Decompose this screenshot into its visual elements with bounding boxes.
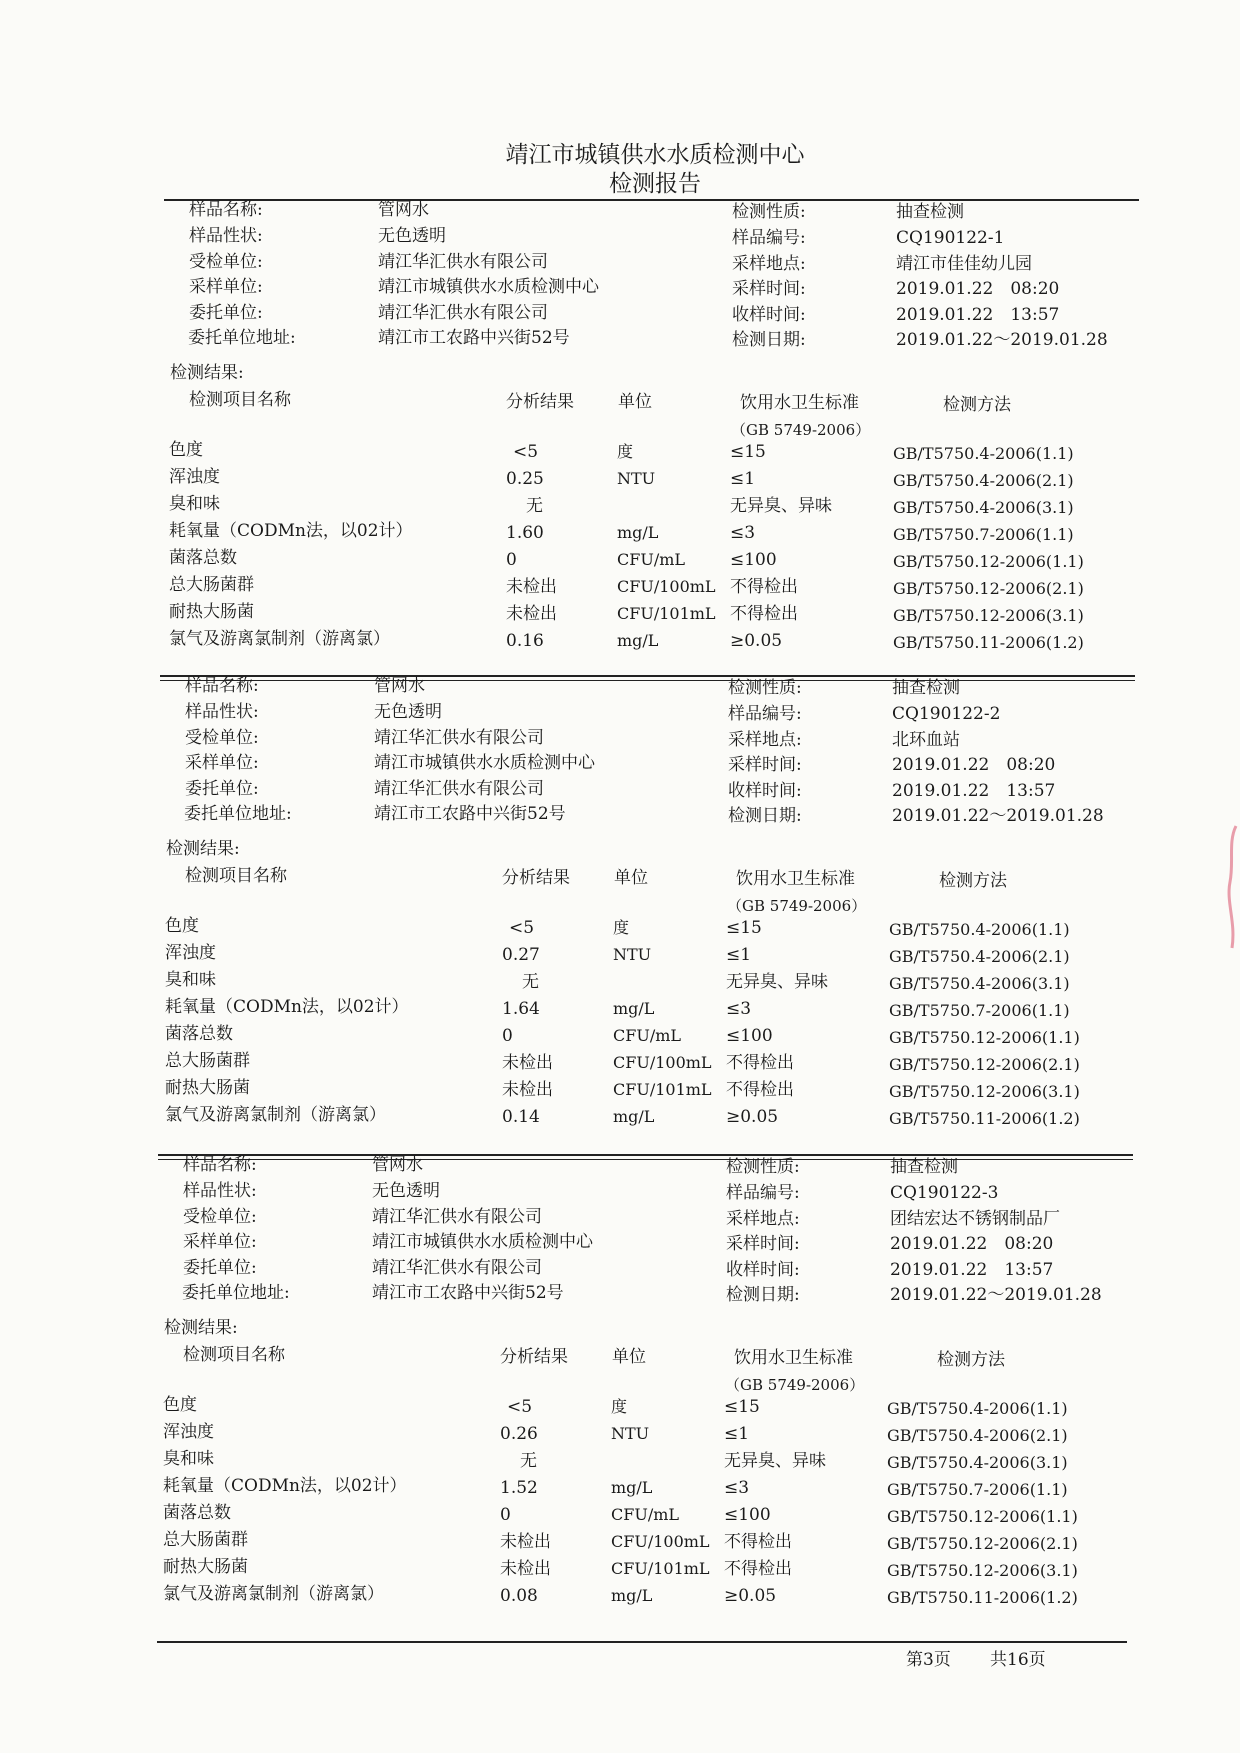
column-header-standard: 饮用水卫生标准 <box>740 393 859 413</box>
row-item: 总大肠菌群 <box>169 575 254 595</box>
info-value: 靖江市工农路中兴街52号 <box>378 328 570 348</box>
column-header-item: 检测项目名称 <box>189 390 291 410</box>
info-label: 采样地点: <box>726 1209 800 1229</box>
row-unit mono: CFU/mL <box>617 550 686 569</box>
row-unit mono: CFU/101mL <box>611 1559 710 1578</box>
info-value mono: 靖江市佳佳幼儿园 <box>896 254 1032 274</box>
row-item: 总大肠菌群 <box>165 1051 250 1071</box>
info-label: 委托单位: <box>183 1258 257 1278</box>
row-method mono: GB/T5750.12-2006(1.1) <box>889 1028 1080 1047</box>
info-label: 检测性质: <box>726 1157 800 1177</box>
info-value: 靖江华汇供水有限公司 <box>378 252 548 272</box>
column-header-item: 检测项目名称 <box>185 866 287 886</box>
info-value: 靖江市城镇供水水质检测中心 <box>374 753 595 773</box>
row-result mono: 0.16 <box>506 631 544 651</box>
info-value mono: CQ190122-3 <box>890 1183 999 1203</box>
row-item: 菌落总数 <box>163 1503 231 1523</box>
row-method mono: GB/T5750.7-2006(1.1) <box>889 1001 1070 1020</box>
info-label: 样品性状: <box>185 702 259 722</box>
row-method mono: GB/T5750.12-2006(2.1) <box>893 579 1084 598</box>
row-standard: ≤15 <box>730 442 766 462</box>
row-standard: ≥0.05 <box>726 1107 779 1127</box>
column-header-item: 检测项目名称 <box>183 1345 285 1365</box>
row-item: 色度 <box>169 440 203 460</box>
row-result mono: 未检出 <box>506 604 557 624</box>
row-method mono: GB/T5750.4-2006(2.1) <box>887 1426 1068 1445</box>
info-label: 采样时间: <box>726 1234 800 1254</box>
row-unit mono: CFU/100mL <box>617 577 716 596</box>
info-value mono: 2019.01.22～2019.01.28 <box>896 330 1108 350</box>
row-item: 臭和味 <box>165 970 216 990</box>
row-standard: 无异臭、异味 <box>730 496 832 516</box>
row-item: 臭和味 <box>163 1449 214 1469</box>
row-standard: ≤3 <box>726 999 752 1019</box>
stamp-mark <box>1222 822 1240 952</box>
row-result mono: 0 <box>500 1505 511 1525</box>
row-method mono: GB/T5750.4-2006(3.1) <box>887 1453 1068 1472</box>
info-value: 无色透明 <box>374 702 442 722</box>
info-label: 受检单位: <box>183 1207 257 1227</box>
row-standard: ≤3 <box>724 1478 750 1498</box>
row-standard: 不得检出 <box>726 1053 794 1073</box>
row-method mono: GB/T5750.12-2006(1.1) <box>893 552 1084 571</box>
column-header-result: 分析结果 <box>506 392 574 412</box>
column-header-standard-sub: （GB 5749-2006） <box>727 897 867 915</box>
row-method mono: GB/T5750.12-2006(2.1) <box>887 1534 1078 1553</box>
info-label: 委托单位地址: <box>188 328 296 348</box>
row-method mono: GB/T5750.11-2006(1.2) <box>887 1588 1078 1607</box>
row-result mono: 0.26 <box>500 1424 538 1444</box>
row-item: 浑浊度 <box>163 1422 214 1442</box>
row-method mono: GB/T5750.4-2006(3.1) <box>893 498 1074 517</box>
row-result mono: 0 <box>506 550 517 570</box>
results-heading: 检测结果: <box>164 1318 238 1338</box>
info-value mono: 2019.01.22 13:57 <box>892 781 1056 801</box>
row-standard: ≤1 <box>724 1424 750 1444</box>
row-standard: ≤1 <box>730 469 756 489</box>
row-standard: ≤15 <box>724 1397 760 1417</box>
row-unit mono: mg/L <box>613 999 655 1018</box>
row-result mono: 0.08 <box>500 1586 538 1606</box>
block-top-rule <box>160 675 1135 681</box>
info-value: 靖江华汇供水有限公司 <box>374 728 544 748</box>
row-standard: ≤15 <box>726 918 762 938</box>
info-value mono: 2019.01.22～2019.01.28 <box>890 1285 1102 1305</box>
info-label: 收样时间: <box>728 781 802 801</box>
row-unit mono: 度 <box>617 442 634 461</box>
row-method mono: GB/T5750.4-2006(3.1) <box>889 974 1070 993</box>
info-label: 收样时间: <box>726 1260 800 1280</box>
row-result mono: 未检出 <box>506 577 557 597</box>
row-method mono: GB/T5750.11-2006(1.2) <box>893 633 1084 652</box>
page-number: 第3页 <box>906 1650 951 1670</box>
info-value mono: 2019.01.22 08:20 <box>896 279 1060 299</box>
info-value mono: CQ190122-2 <box>892 704 1001 724</box>
info-label: 采样时间: <box>732 279 806 299</box>
info-value: 靖江市城镇供水水质检测中心 <box>378 277 599 297</box>
row-item: 氯气及游离氯制剂（游离氯） <box>169 629 390 649</box>
column-header-unit: 单位 <box>618 392 652 412</box>
row-unit mono: CFU/101mL <box>613 1080 712 1099</box>
info-label: 受检单位: <box>189 252 263 272</box>
row-standard: 不得检出 <box>724 1532 792 1552</box>
row-method mono: GB/T5750.12-2006(2.1) <box>889 1055 1080 1074</box>
info-label: 采样单位: <box>183 1232 257 1252</box>
info-value mono: CQ190122-1 <box>896 228 1005 248</box>
row-standard: ≤100 <box>730 550 777 570</box>
info-label: 收样时间: <box>732 305 806 325</box>
row-result mono: 无 <box>520 1451 537 1471</box>
row-standard: ≤3 <box>730 523 756 543</box>
row-result mono: 无 <box>526 496 543 516</box>
row-result mono: 1.60 <box>506 523 544 543</box>
row-unit mono: 度 <box>613 918 630 937</box>
results-heading: 检测结果: <box>170 363 244 383</box>
row-standard: 不得检出 <box>724 1559 792 1579</box>
info-label: 委托单位: <box>185 779 259 799</box>
column-header-result: 分析结果 <box>500 1347 568 1367</box>
row-method mono: GB/T5750.4-2006(1.1) <box>889 920 1070 939</box>
row-result mono: 0.27 <box>502 945 540 965</box>
row-method mono: GB/T5750.11-2006(1.2) <box>889 1109 1080 1128</box>
info-value mono: 抽查检测 <box>896 202 964 222</box>
page-total: 共16页 <box>990 1650 1046 1670</box>
row-unit mono: mg/L <box>617 523 659 542</box>
info-value mono: 抽查检测 <box>890 1157 958 1177</box>
row-unit mono: CFU/100mL <box>613 1053 712 1072</box>
row-method mono: GB/T5750.4-2006(1.1) <box>893 444 1074 463</box>
row-item: 耐热大肠菌 <box>163 1557 248 1577</box>
row-result mono: 1.64 <box>502 999 540 1019</box>
row-standard: 不得检出 <box>730 604 798 624</box>
row-result mono: 未检出 <box>500 1559 551 1579</box>
row-unit mono: mg/L <box>611 1586 653 1605</box>
row-item: 色度 <box>163 1395 197 1415</box>
info-label: 委托单位地址: <box>182 1283 290 1303</box>
column-header-unit: 单位 <box>612 1347 646 1367</box>
info-value: 管网水 <box>372 1155 423 1175</box>
info-value mono: 北环血站 <box>892 730 960 750</box>
info-value: 管网水 <box>378 200 429 220</box>
row-unit mono: NTU <box>617 469 656 488</box>
row-item: 臭和味 <box>169 494 220 514</box>
row-standard: ≤100 <box>724 1505 771 1525</box>
report-subtitle: 检测报告 <box>609 171 701 197</box>
info-value: 无色透明 <box>378 226 446 246</box>
row-standard: 不得检出 <box>726 1080 794 1100</box>
results-heading: 检测结果: <box>166 839 240 859</box>
row-method mono: GB/T5750.4-2006(2.1) <box>893 471 1074 490</box>
row-standard: 不得检出 <box>730 577 798 597</box>
column-header-standard: 饮用水卫生标准 <box>734 1348 853 1368</box>
column-header-method: 检测方法 <box>937 1350 1005 1370</box>
row-item: 耗氧量（CODMn法，以02计） <box>169 521 413 541</box>
row-item: 氯气及游离氯制剂（游离氯） <box>165 1105 386 1125</box>
info-label: 样品名称: <box>189 200 263 220</box>
info-value: 靖江华汇供水有限公司 <box>372 1258 542 1278</box>
row-unit mono: CFU/mL <box>613 1026 682 1045</box>
report-title: 靖江市城镇供水水质检测中心 <box>505 142 805 168</box>
row-result mono: 1.52 <box>500 1478 538 1498</box>
row-result mono: 未检出 <box>500 1532 551 1552</box>
row-result mono: 0.25 <box>506 469 544 489</box>
row-standard: 无异臭、异味 <box>724 1451 826 1471</box>
row-item: 浑浊度 <box>165 943 216 963</box>
row-standard: ≤100 <box>726 1026 773 1046</box>
row-item: 耐热大肠菌 <box>165 1078 250 1098</box>
row-standard: ≤1 <box>726 945 752 965</box>
info-label: 委托单位: <box>189 303 263 323</box>
row-result mono: 未检出 <box>502 1053 553 1073</box>
row-item: 氯气及游离氯制剂（游离氯） <box>163 1584 384 1604</box>
row-standard: ≥0.05 <box>730 631 783 651</box>
row-item: 耗氧量（CODMn法，以02计） <box>165 997 409 1017</box>
row-unit mono: mg/L <box>617 631 659 650</box>
row-item: 菌落总数 <box>165 1024 233 1044</box>
column-header-standard-sub: （GB 5749-2006） <box>725 1376 865 1394</box>
info-value mono: 2019.01.22 08:20 <box>892 755 1056 775</box>
info-label: 检测性质: <box>728 678 802 698</box>
info-value: 管网水 <box>374 676 425 696</box>
info-label: 采样地点: <box>732 254 806 274</box>
row-unit mono: mg/L <box>611 1478 653 1497</box>
row-method mono: GB/T5750.4-2006(2.1) <box>889 947 1070 966</box>
info-value mono: 团结宏达不锈钢制品厂 <box>890 1209 1060 1229</box>
info-value mono: 2019.01.22 13:57 <box>890 1260 1054 1280</box>
info-value mono: 2019.01.22 13:57 <box>896 305 1060 325</box>
row-result mono: <5 <box>507 1397 533 1417</box>
row-method mono: GB/T5750.12-2006(1.1) <box>887 1507 1078 1526</box>
info-value mono: 抽查检测 <box>892 678 960 698</box>
row-unit mono: mg/L <box>613 1107 655 1126</box>
row-method mono: GB/T5750.4-2006(1.1) <box>887 1399 1068 1418</box>
info-value mono: 2019.01.22～2019.01.28 <box>892 806 1104 826</box>
row-result mono: 未检出 <box>502 1080 553 1100</box>
info-label: 样品性状: <box>189 226 263 246</box>
row-unit mono: CFU/mL <box>611 1505 680 1524</box>
block-bottom-rule <box>157 1641 1127 1643</box>
row-result mono: 0.14 <box>502 1107 540 1127</box>
info-value: 无色透明 <box>372 1181 440 1201</box>
info-label: 样品编号: <box>732 228 806 248</box>
row-item: 耐热大肠菌 <box>169 602 254 622</box>
info-label: 采样单位: <box>185 753 259 773</box>
row-result mono: <5 <box>513 442 539 462</box>
row-item: 浑浊度 <box>169 467 220 487</box>
info-label: 样品编号: <box>726 1183 800 1203</box>
info-value: 靖江华汇供水有限公司 <box>374 779 544 799</box>
block-top-rule <box>164 199 1139 201</box>
row-unit mono: 度 <box>611 1397 628 1416</box>
info-label: 检测日期: <box>732 330 806 350</box>
info-value mono: 2019.01.22 08:20 <box>890 1234 1054 1254</box>
column-header-standard: 饮用水卫生标准 <box>736 869 855 889</box>
row-unit mono: CFU/101mL <box>617 604 716 623</box>
info-label: 检测性质: <box>732 202 806 222</box>
info-label: 样品名称: <box>185 676 259 696</box>
row-method mono: GB/T5750.12-2006(3.1) <box>887 1561 1078 1580</box>
info-label: 样品名称: <box>183 1155 257 1175</box>
row-unit mono: CFU/100mL <box>611 1532 710 1551</box>
info-label: 委托单位地址: <box>184 804 292 824</box>
info-label: 样品编号: <box>728 704 802 724</box>
info-label: 检测日期: <box>728 806 802 826</box>
column-header-unit: 单位 <box>614 868 648 888</box>
row-unit mono: NTU <box>613 945 652 964</box>
row-item: 耗氧量（CODMn法，以02计） <box>163 1476 407 1496</box>
row-method mono: GB/T5750.7-2006(1.1) <box>893 525 1074 544</box>
info-label: 受检单位: <box>185 728 259 748</box>
row-standard: ≥0.05 <box>724 1586 777 1606</box>
info-value: 靖江市工农路中兴街52号 <box>374 804 566 824</box>
info-value: 靖江市工农路中兴街52号 <box>372 1283 564 1303</box>
info-value: 靖江华汇供水有限公司 <box>378 303 548 323</box>
column-header-standard-sub: （GB 5749-2006） <box>731 421 871 439</box>
row-unit mono: NTU <box>611 1424 650 1443</box>
column-header-method: 检测方法 <box>939 871 1007 891</box>
row-item: 色度 <box>165 916 199 936</box>
column-header-result: 分析结果 <box>502 868 570 888</box>
row-standard: 无异臭、异味 <box>726 972 828 992</box>
info-value: 靖江华汇供水有限公司 <box>372 1207 542 1227</box>
row-method mono: GB/T5750.12-2006(3.1) <box>889 1082 1080 1101</box>
info-label: 样品性状: <box>183 1181 257 1201</box>
info-label: 采样地点: <box>728 730 802 750</box>
row-item: 菌落总数 <box>169 548 237 568</box>
info-label: 采样单位: <box>189 277 263 297</box>
row-result mono: 0 <box>502 1026 513 1046</box>
row-item: 总大肠菌群 <box>163 1530 248 1550</box>
info-label: 检测日期: <box>726 1285 800 1305</box>
column-header-method: 检测方法 <box>943 395 1011 415</box>
row-result mono: <5 <box>509 918 535 938</box>
block-top-rule <box>158 1154 1133 1160</box>
info-label: 采样时间: <box>728 755 802 775</box>
info-value: 靖江市城镇供水水质检测中心 <box>372 1232 593 1252</box>
row-result mono: 无 <box>522 972 539 992</box>
row-method mono: GB/T5750.12-2006(3.1) <box>893 606 1084 625</box>
row-method mono: GB/T5750.7-2006(1.1) <box>887 1480 1068 1499</box>
